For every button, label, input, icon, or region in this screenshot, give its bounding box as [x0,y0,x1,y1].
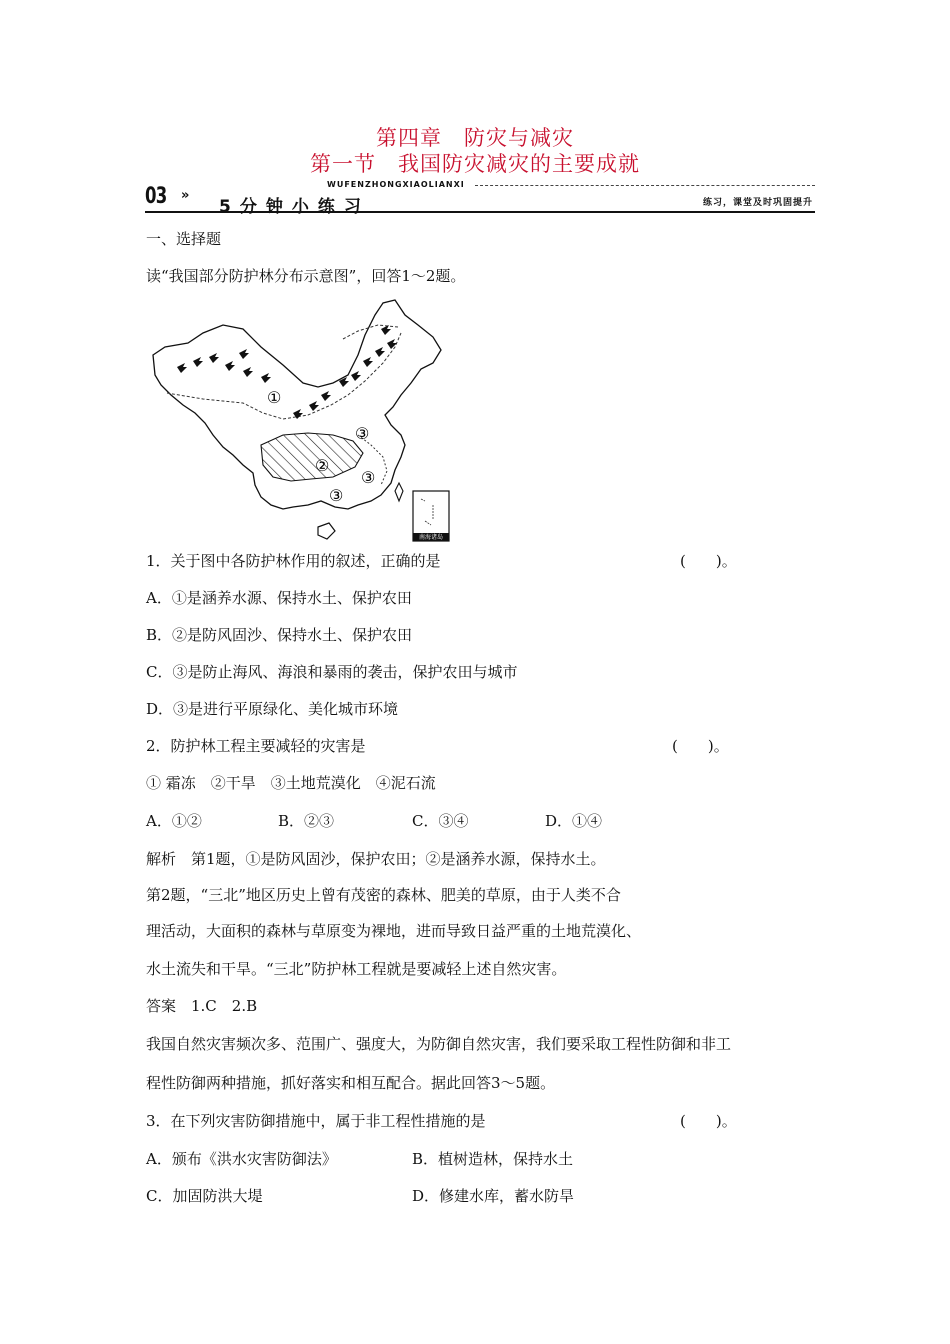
map-label-3a: ③ [355,424,370,443]
q2-paren: ( )。 [672,737,729,755]
intro-text: 读“我国部分防护林分布示意图”，回答1～2题。 [146,267,466,285]
intro2-line-2: 程性防御两种措施，抓好落实和相互配合。据此回答3～5题。 [146,1074,556,1092]
section-label: 一、选择题 [146,230,222,248]
q1-option-d: D．③是进行平原绿化、美化城市环境 [146,700,399,718]
north-inner-boundary [343,325,398,339]
chapter-title: 第四章 防灾与减灾 [376,126,574,150]
analysis-line-4: 水土流失和干旱。“三北”防护林工程就是要减轻上述自然灾害。 [146,960,567,978]
banner-rule [145,211,815,213]
q1-option-b: B．②是防风固沙、保持水土、保护农田 [146,626,413,644]
q2-option-a: A．①② [146,812,202,830]
banner-dotted-line [475,185,815,186]
q3-option-b: B．植树造林，保持水土 [412,1150,574,1168]
q2-stem: 2．防护林工程主要减轻的灾害是 [146,737,366,755]
inset-label: 南海诸岛 [418,534,444,541]
q3-stem: 3．在下列灾害防御措施中，属于非工程性措施的是 [146,1112,486,1130]
q1-paren: ( )。 [680,552,737,570]
taiwan-island [395,483,403,501]
banner-pinyin: WUFENZHONGXIAOLIANXI [327,180,465,189]
banner-number: 03 [145,184,167,209]
shelterbelt-map [143,295,453,545]
banner-tagline: 练习，课堂及时巩固提升 [702,198,813,208]
q3-paren: ( )。 [680,1112,737,1130]
map-label-2: ② [315,456,330,475]
analysis-line-1: 解析 第1题，①是防风固沙，保护农田；②是涵养水源，保持水土。 [146,850,606,868]
three-north-boundary [167,333,401,419]
q2-option-b: B．②③ [278,812,335,830]
q1-option-c: C．③是防止海风、海浪和暴雨的袭击，保护农田与城市 [146,663,518,681]
exercise-banner [145,180,815,216]
q2-option-d: D．①④ [545,812,603,830]
q3-option-d: D．修建水库，蓄水防旱 [412,1187,575,1205]
hainan-island [318,523,335,539]
double-chevron-icon: » [181,188,190,203]
analysis-line-2: 第2题，“三北”地区历史上曾有茂密的森林、肥美的草原，由于人类不合 [146,886,621,904]
q2-items: ① 霜冻 ②干旱 ③土地荒漠化 ④泥石流 [146,774,436,792]
q3-option-a: A．颁布《洪水灾害防御法》 [146,1150,337,1168]
map-label-3b: ③ [361,468,376,487]
section-title: 第一节 我国防灾减灾的主要成就 [310,152,640,176]
map-label-1: ① [267,388,282,407]
map-label-3c: ③ [329,486,344,505]
q1-option-a: A．①是涵养水源、保持水土、保护农田 [146,589,412,607]
analysis-line-3: 理活动，大面积的森林与草原变为裸地，进而导致日益严重的土地荒漠化、 [146,922,642,940]
intro2-line-1: 我国自然灾害频次多、范围广、强度大，为防御自然灾害，我们要采取工程性防御和非工 [146,1035,732,1053]
banner-heading: 5分钟小练习 [219,197,370,217]
answer-line: 答案 1.C 2.B [146,997,258,1015]
q2-option-c: C．③④ [412,812,469,830]
q1-stem: 1．关于图中各防护林作用的叙述，正确的是 [146,552,441,570]
q3-option-c: C．加固防洪大堤 [146,1187,263,1205]
hatched-region-2 [261,433,363,481]
